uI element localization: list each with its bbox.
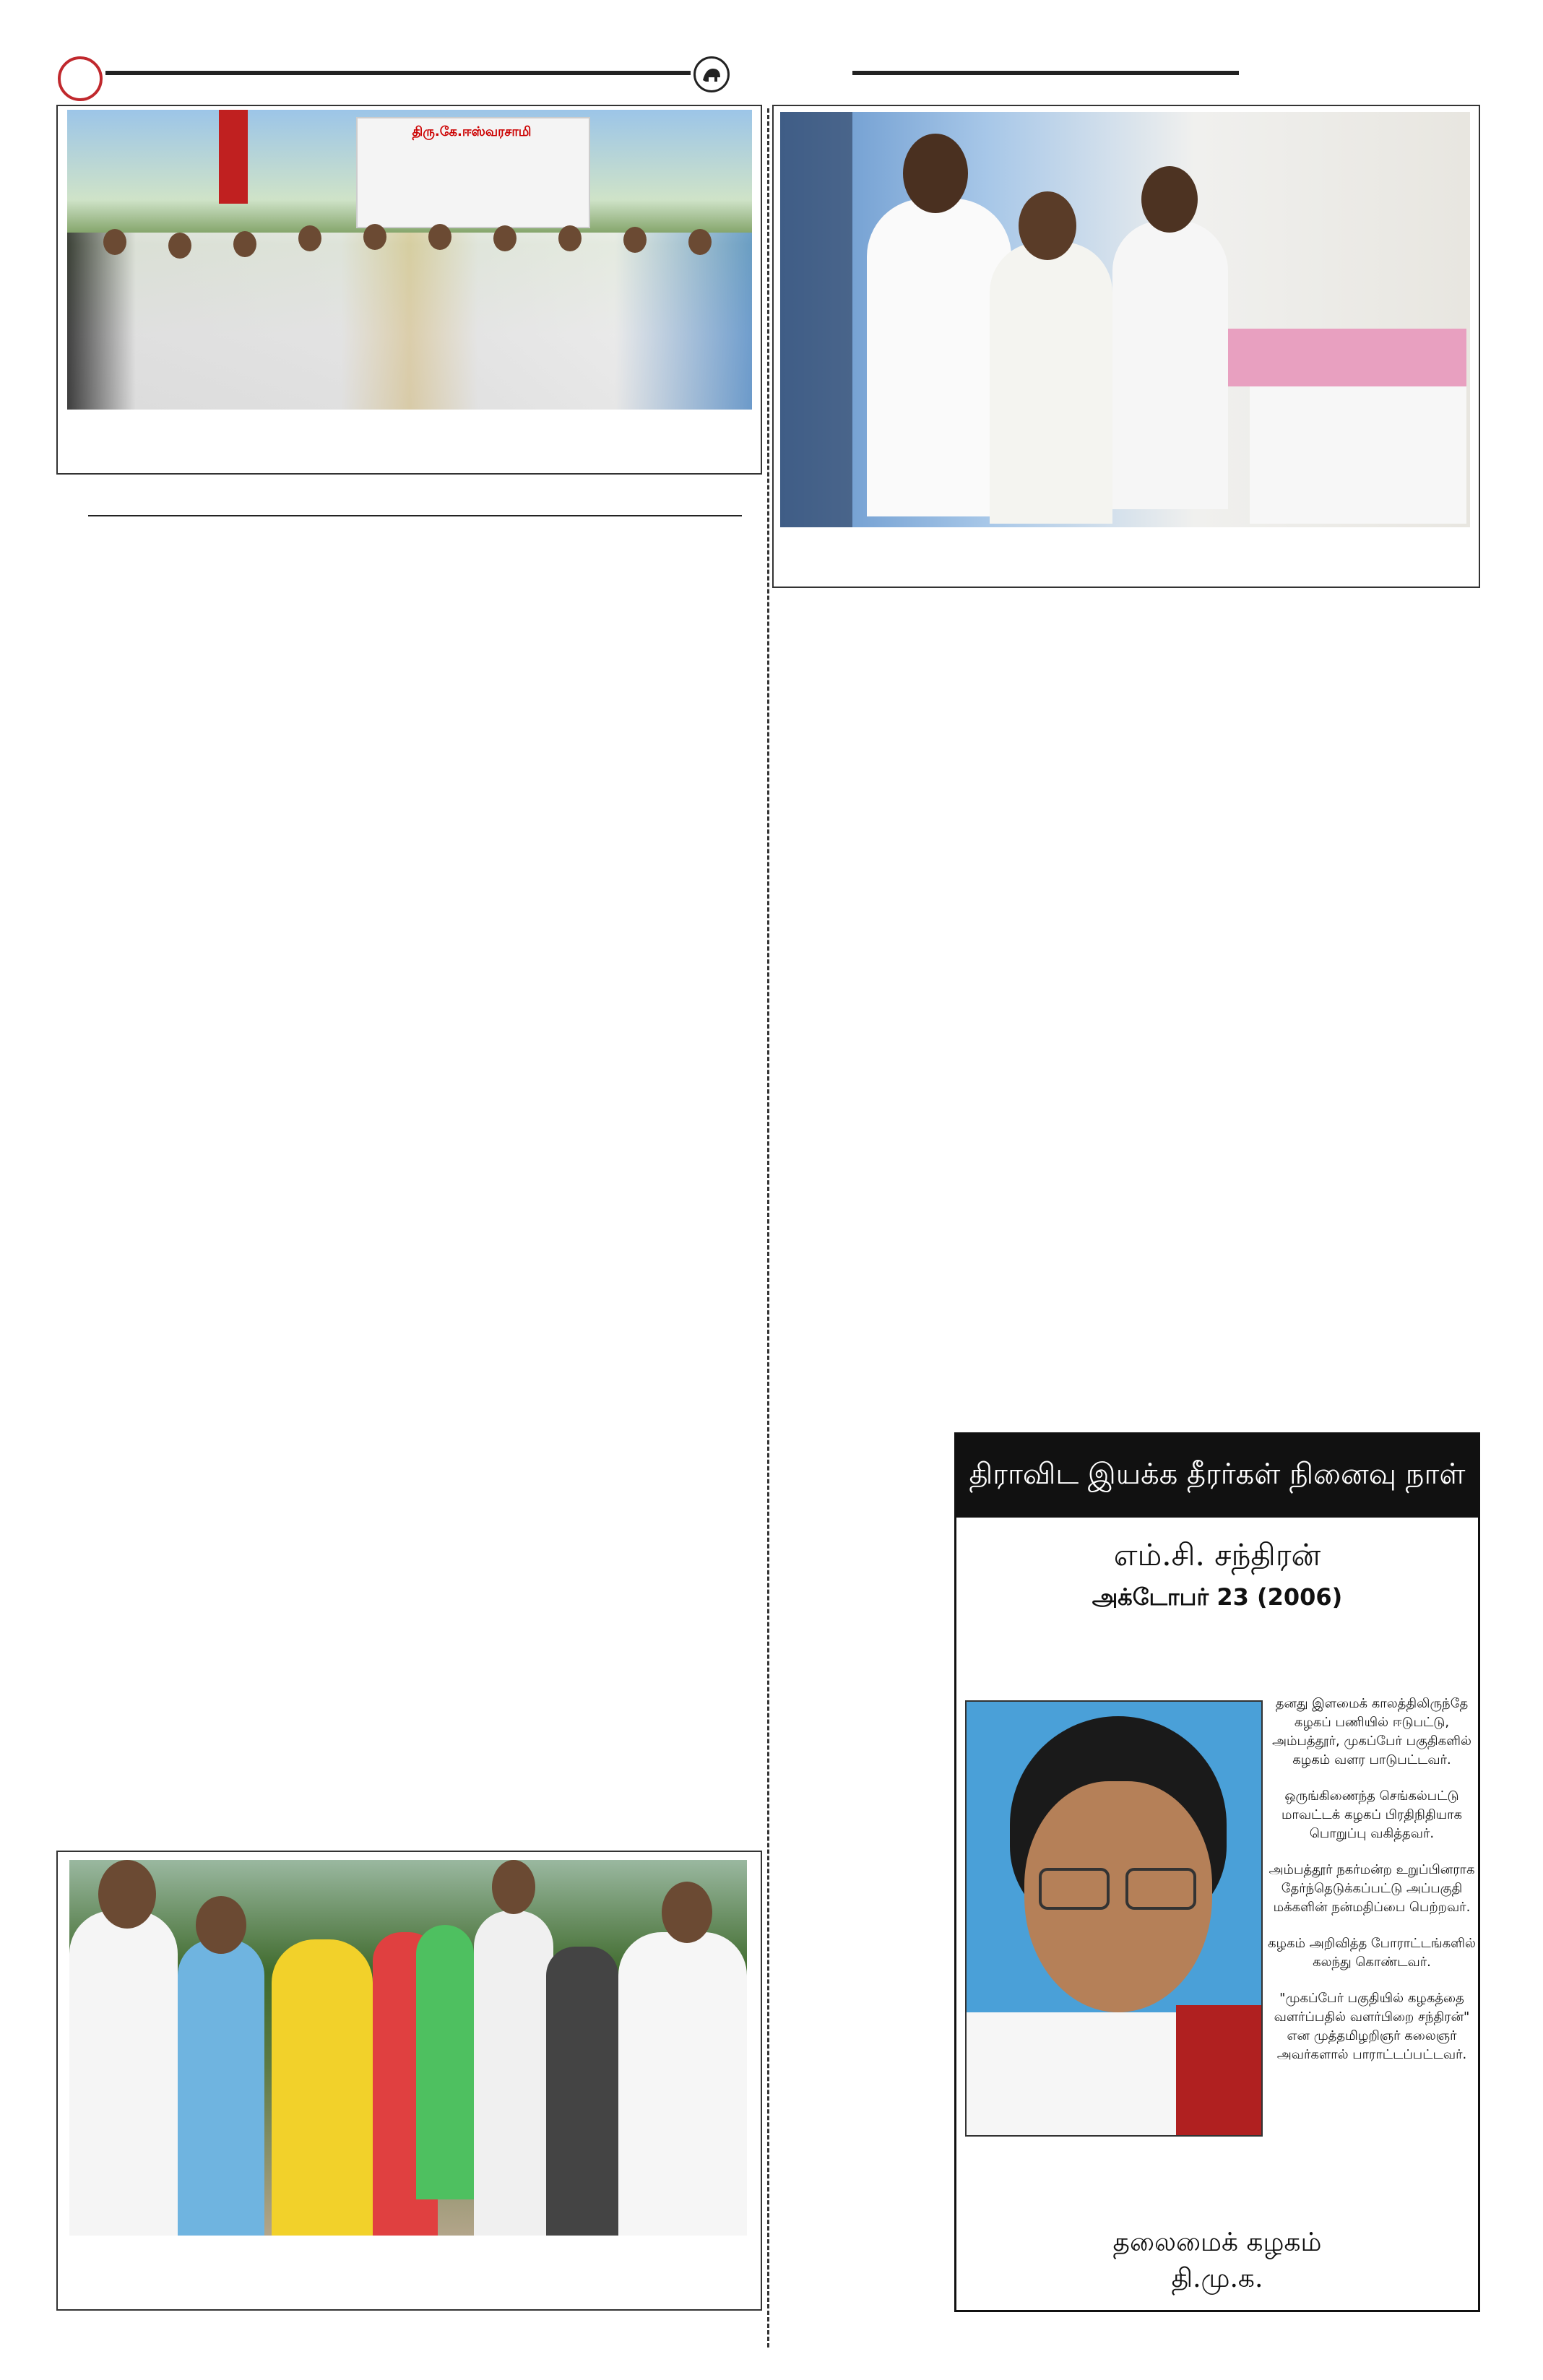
memorial-para: ஒருங்கிணைந்த செங்கல்பட்டு மாவட்டக் கழகப் பிரதிநிதியாக பொறுப்பு வகித்தவர். (1281, 1788, 1463, 1841)
column-divider (767, 108, 769, 2347)
memorial-footer-line2: தி.மு.க. (1171, 2264, 1263, 2293)
emblem-icon (693, 56, 730, 92)
memorial-footer-line1: தலைமைக் கழகம் (1112, 2228, 1322, 2257)
memorial-portrait (965, 1700, 1263, 2137)
photo-top-right (780, 112, 1470, 527)
memorial-para: அம்பத்தூர் நகர்மன்ற உறுப்பினராக தேர்ந்தெடுக்கப்பட்டு அப்பகுதி மக்களின் நன்மதிப்பை பெற்றவர். (1268, 1862, 1475, 1915)
section-rule (88, 515, 742, 516)
memorial-name: எம்.சி. சந்திரன் (1113, 1537, 1321, 1572)
header-rule-left (105, 71, 691, 75)
memorial-description (1267, 1695, 1477, 2082)
page-number-circle (58, 56, 103, 101)
photo-top-left (67, 110, 752, 410)
memorial-heading: திராவிட இயக்க தீரர்கள் நினைவு நாள் (956, 1435, 1478, 1518)
memorial-para: "முகப்பேர் பகுதியில் கழகத்தை வளர்ப்பதில் வளர்பிறை சந்திரன்" என முத்தமிழறிஞர் கலைஞர் அவர்களால் பாராட்டப்பட்டவர். (1274, 1991, 1470, 2062)
banner-text: திரு.கே.ஈஸ்வரசாமி (412, 124, 532, 139)
memorial-date: அக்டோபர் 23 (2006) (1092, 1583, 1343, 1611)
memorial-para: தனது இளமைக் காலத்திலிருந்தே கழகப் பணியில் ஈடுபட்டு, அம்பத்தூர், முகப்பேர் பகுதிகளில் கழகம் வளர பாடுபட்டவர். (1271, 1696, 1471, 1767)
header-rule-right (852, 71, 1239, 75)
memorial-para: கழகம் அறிவித்த போராட்டங்களில் கலந்து கொண்டவர். (1268, 1936, 1476, 1970)
photo-bottom-left (69, 1860, 747, 2236)
memorial-box (954, 1432, 1480, 2312)
